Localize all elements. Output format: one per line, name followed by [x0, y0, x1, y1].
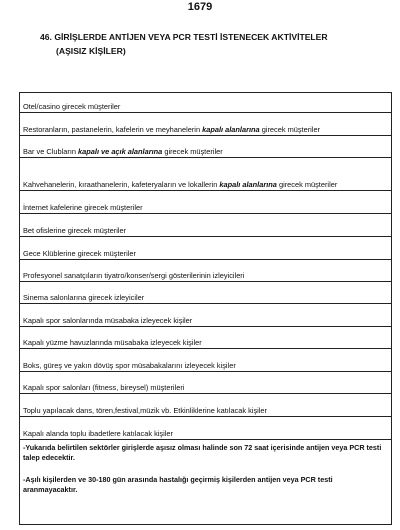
- row-text: Bet ofislerine girecek müşteriler: [23, 226, 127, 235]
- table-row: [20, 136, 391, 158]
- row-text: Kapalı alanda toplu ibadetlere katılacak kişiler: [23, 429, 173, 438]
- row-text: Kapalı spor salonları (fitness, bireysel) müşterileri: [23, 383, 185, 392]
- row-text: İnternet kafelerine girecek müşteriler: [23, 203, 143, 212]
- note-unvaccinated: -Yukarıda belirtilen sektörler girişlerde aşısız olması halinde son 72 saat içerisinde antijen veya PCR testi talep edecektir.: [23, 443, 382, 462]
- row-text: Kapalı yüzme havuzlarında müsabaka izleyecek kişiler: [23, 338, 202, 347]
- table-row: [20, 394, 391, 417]
- table-row: [20, 282, 391, 304]
- table-row: [20, 372, 391, 394]
- row-text: Otel/casino girecek müşteriler: [23, 102, 121, 111]
- table-row: [20, 260, 391, 282]
- table-row: [20, 113, 391, 136]
- activity-table: [19, 92, 392, 525]
- section-title: 46. GİRİŞLERDE ANTİJEN VEYA PCR TESTİ İSTENECEK AKTİVİTELER: [40, 32, 328, 42]
- row-text-end: girecek müşteriler: [259, 125, 321, 134]
- row-text: Sinema salonlarına girecek izleyiciler: [23, 293, 145, 302]
- row-text-end: girecek müşteriler: [162, 147, 223, 156]
- note-vaccinated: -Aşılı kişilerden ve 30-180 gün arasında hastalığı geçirmiş kişilerden antijen veya PCR testi aranmayacaktır.: [23, 475, 333, 494]
- row-emphasis: kapalı alanlarına: [202, 125, 260, 134]
- row-text: Gece Klüblerine girecek müşteriler: [23, 249, 136, 258]
- table-notes: [23, 443, 388, 507]
- section-subtitle: (AŞISIZ KİŞİLER): [56, 46, 126, 56]
- row-text: Restoranların, pastanelerin, kafelerin ve meyhanelerin: [23, 125, 203, 134]
- table-row: [20, 93, 391, 113]
- table-row: [20, 158, 391, 191]
- table-row: [20, 237, 391, 260]
- row-emphasis: kapalı alanlarına: [219, 180, 277, 189]
- row-text: Toplu yapılacak dans, tören,festival,müzik vb. Etkinliklerine katılacak kişiler: [23, 406, 267, 415]
- table-row: [20, 191, 391, 214]
- page-number: 1679: [187, 1, 213, 13]
- table-row: [20, 214, 391, 237]
- row-text: Boks, güreş ve yakın dövüş spor müsabakalarını izleyecek kişiler: [23, 361, 236, 370]
- section-heading: [40, 30, 328, 58]
- table-row: [20, 417, 391, 440]
- table-row: [20, 304, 391, 327]
- row-text: Kapalı spor salonlarında müsabaka izleyecek kişiler: [23, 316, 193, 325]
- row-text-end: girecek müşteriler: [276, 180, 338, 189]
- row-text: Profesyonel sanatçıların tiyatro/konser/sergi gösterilerinin izleyicileri: [23, 271, 245, 280]
- row-emphasis: kapalı ve açık alanlarına: [78, 147, 163, 156]
- table-row: [20, 327, 391, 349]
- row-text: Kahvehanelerin, kıraathanelerin, kafeteryaların ve lokallerin: [23, 180, 220, 189]
- row-text: Bar ve Clubların: [23, 147, 79, 156]
- table-row: [20, 349, 391, 372]
